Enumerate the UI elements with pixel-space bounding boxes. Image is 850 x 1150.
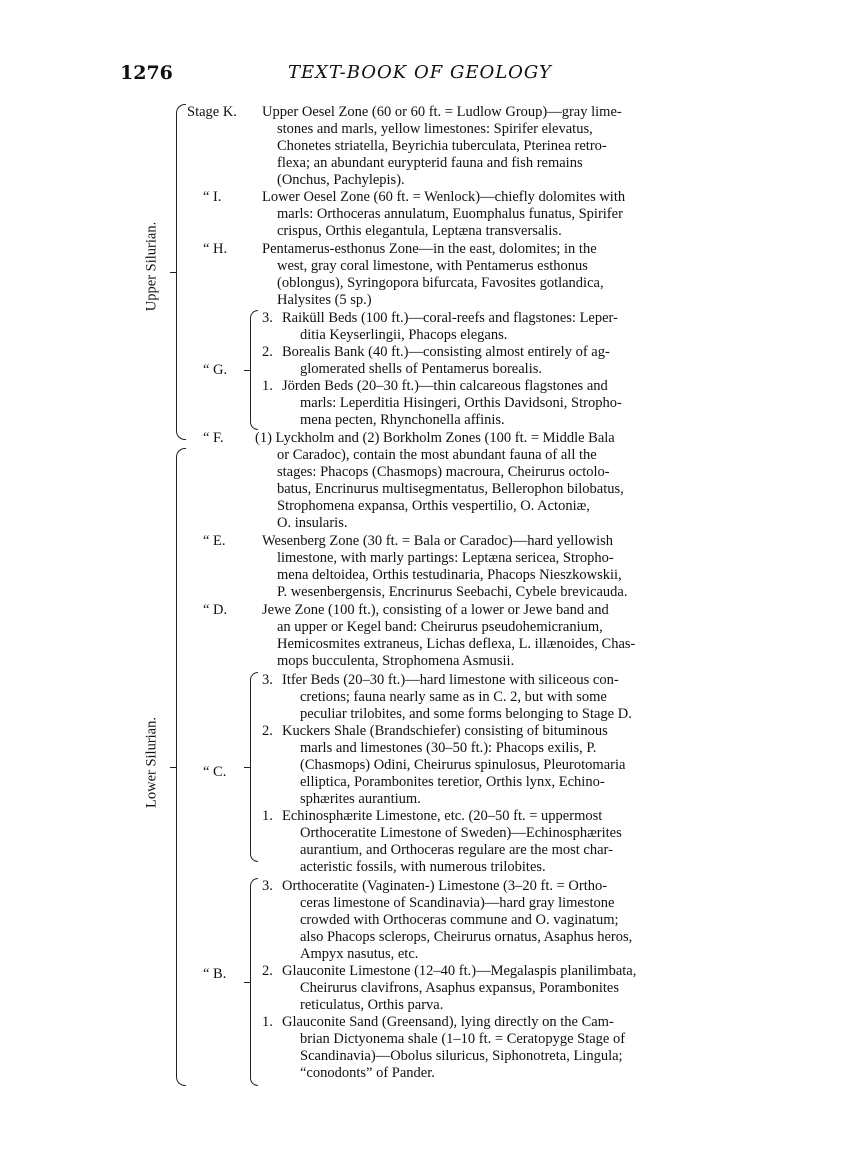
- entry-line: glomerated shells of Pentamerus borealis.: [300, 361, 543, 377]
- entry-line: P. wesenbergensis, Encrinurus Seebachi, Cybele brevicauda.: [277, 584, 628, 600]
- entry-line: brian Dictyonema shale (1–10 ft. = Ceratopyge Stage of: [300, 1031, 626, 1047]
- entry-line: (1) Lyckholm and (2) Borkholm Zones (100 ft. = Middle Bala: [255, 430, 615, 446]
- entry-line: marls: Orthoceras annulatum, Euomphalus funatus, Spirifer: [277, 206, 623, 222]
- page-number: 1276: [120, 62, 173, 84]
- sub-mark: 1.: [262, 378, 273, 394]
- entry-line: peculiar trilobites, and some forms belonging to Stage D.: [300, 706, 632, 722]
- entry-line: west, gray coral limestone, with Pentamerus esthonus: [277, 258, 588, 274]
- entry-line: elliptica, Porambonites teretior, Orthis lynx, Echino-: [300, 774, 605, 790]
- entry-line: crispus, Orthis elegantula, Leptæna transversalis.: [277, 223, 562, 239]
- sub-mark: 2.: [262, 344, 273, 360]
- brace-stage-g: [250, 310, 258, 430]
- entry-line: Jewe Zone (100 ft.), consisting of a lower or Jewe band and: [262, 602, 609, 618]
- entry-line: an upper or Kegel band: Cheirurus pseudohemicranium,: [277, 619, 603, 635]
- brace-lower-silurian: [176, 448, 186, 1086]
- sub-mark: 2.: [262, 723, 273, 739]
- entry-line: Jörden Beds (20–30 ft.)—thin calcareous flagstones and: [282, 378, 608, 394]
- sub-mark: 2.: [262, 963, 273, 979]
- entry-line: Strophomena expansa, Orthis vespertilio, O. Actoniæ,: [277, 498, 590, 514]
- entry-line: (Chasmops) Odini, Cheirurus spinulosus, Pleurotomaria: [300, 757, 626, 773]
- entry-line: cretions; fauna nearly same as in C. 2, but with some: [300, 689, 607, 705]
- entry-line: “conodonts” of Pander.: [300, 1065, 435, 1081]
- brace-stage-c: [250, 672, 258, 862]
- sub-mark: 1.: [262, 1014, 273, 1030]
- entry-line: Halysites (5 sp.): [277, 292, 372, 308]
- stage-mark-k: Stage K.: [187, 104, 237, 120]
- entry-line: Cheirurus clavifrons, Asaphus expansus, Porambonites: [300, 980, 619, 996]
- entry-line: stages: Phacops (Chasmops) macroura, Cheirurus octolo-: [277, 464, 610, 480]
- entry-line: Echinosphærite Limestone, etc. (20–50 ft. = uppermost: [282, 808, 603, 824]
- sub-mark: 3.: [262, 310, 273, 326]
- entry-line: mops bucculenta, Strophomena Asmusii.: [277, 653, 515, 669]
- entry-line: Glauconite Limestone (12–40 ft.)—Megalaspis planilimbata,: [282, 963, 637, 979]
- stage-mark-g: “ G.: [203, 362, 228, 378]
- brace-upper-silurian: [176, 104, 186, 440]
- entry-line: acteristic fossils, with numerous trilobites.: [300, 859, 546, 875]
- entry-line: Borealis Bank (40 ft.)—consisting almost entirely of ag-: [282, 344, 610, 360]
- entry-line: limestone, with marly partings: Leptæna sericea, Stropho-: [277, 550, 614, 566]
- entry-line: Pentamerus-esthonus Zone—in the east, dolomites; in the: [262, 241, 597, 257]
- entry-line: Kuckers Shale (Brandschiefer) consisting of bituminous: [282, 723, 608, 739]
- entry-line: (Onchus, Pachylepis).: [277, 172, 405, 188]
- entry-line: mena deltoidea, Orthis testudinaria, Phacops Nieszkowskii,: [277, 567, 622, 583]
- entry-line: Glauconite Sand (Greensand), lying directly on the Cam-: [282, 1014, 614, 1030]
- entry-line: batus, Encrinurus multisegmentatus, Bellerophon bilobatus,: [277, 481, 624, 497]
- entry-line: Itfer Beds (20–30 ft.)—hard limestone with siliceous con-: [282, 672, 619, 688]
- entry-line: O. insularis.: [277, 515, 348, 531]
- entry-line: Lower Oesel Zone (60 ft. = Wenlock)—chiefly dolomites with: [262, 189, 626, 205]
- stage-mark-h: “ H.: [203, 241, 228, 257]
- brace-stage-b: [250, 878, 258, 1086]
- side-label-lower-silurian: Lower Silurian.: [143, 717, 160, 809]
- stage-mark-c: “ C.: [203, 764, 227, 780]
- entry-line: ceras limestone of Scandinavia)—hard gray limestone: [300, 895, 615, 911]
- stage-mark-d: “ D.: [203, 602, 228, 618]
- entry-line: Scandinavia)—Obolus siluricus, Siphonotreta, Lingula;: [300, 1048, 623, 1064]
- running-head: TEXT-BOOK OF GEOLOGY: [288, 62, 552, 83]
- entry-line: marls: Leperditia Hisingeri, Orthis Davidsoni, Stropho-: [300, 395, 622, 411]
- entry-line: Orthoceratite Limestone of Sweden)—Echinosphærites: [300, 825, 622, 841]
- entry-line: Chonetes striatella, Beyrichia tuberculata, Pterinea retro-: [277, 138, 607, 154]
- stage-mark-i: “ I.: [203, 189, 222, 205]
- sub-mark: 3.: [262, 878, 273, 894]
- entry-line: also Phacops sclerops, Cheirurus ornatus, Asaphus heros,: [300, 929, 633, 945]
- entry-line: mena pecten, Rhynchonella affinis.: [300, 412, 505, 428]
- stage-mark-b: “ B.: [203, 966, 227, 982]
- entry-line: Raiküll Beds (100 ft.)—coral-reefs and flagstones: Leper-: [282, 310, 618, 326]
- entry-line: Hemicosmites extraneus, Lichas deflexa, L. illænoides, Chas-: [277, 636, 636, 652]
- entry-line: stones and marls, yellow limestones: Spirifer elevatus,: [277, 121, 593, 137]
- entry-line: Ampyx nasutus, etc.: [300, 946, 419, 962]
- entry-line: Wesenberg Zone (30 ft. = Bala or Caradoc)—hard yellowish: [262, 533, 614, 549]
- entry-line: flexa; an abundant eurypterid fauna and fish remains: [277, 155, 583, 171]
- entry-line: (oblongus), Syringopora bifurcata, Favosites gotlandica,: [277, 275, 604, 291]
- sub-mark: 1.: [262, 808, 273, 824]
- side-label-upper-silurian: Upper Silurian.: [143, 221, 160, 312]
- entry-line: crowded with Orthoceras commune and O. vaginatum;: [300, 912, 619, 928]
- stage-mark-f: “ F.: [203, 430, 224, 446]
- entry-line: marls and limestones (30–50 ft.): Phacops exilis, P.: [300, 740, 597, 756]
- entry-line: aurantium, and Orthoceras regulare are the most char-: [300, 842, 613, 858]
- entry-line: Orthoceratite (Vaginaten-) Limestone (3–20 ft. = Ortho-: [282, 878, 608, 894]
- entry-line: or Caradoc), contain the most abundant fauna of all the: [277, 447, 597, 463]
- entry-line: ditia Keyserlingii, Phacops elegans.: [300, 327, 508, 343]
- entry-line: reticulatus, Orthis parva.: [300, 997, 444, 1013]
- entry-line: sphærites aurantium.: [300, 791, 421, 807]
- entry-line: Upper Oesel Zone (60 or 60 ft. = Ludlow Group)—gray lime-: [262, 104, 622, 120]
- sub-mark: 3.: [262, 672, 273, 688]
- stage-mark-e: “ E.: [203, 533, 226, 549]
